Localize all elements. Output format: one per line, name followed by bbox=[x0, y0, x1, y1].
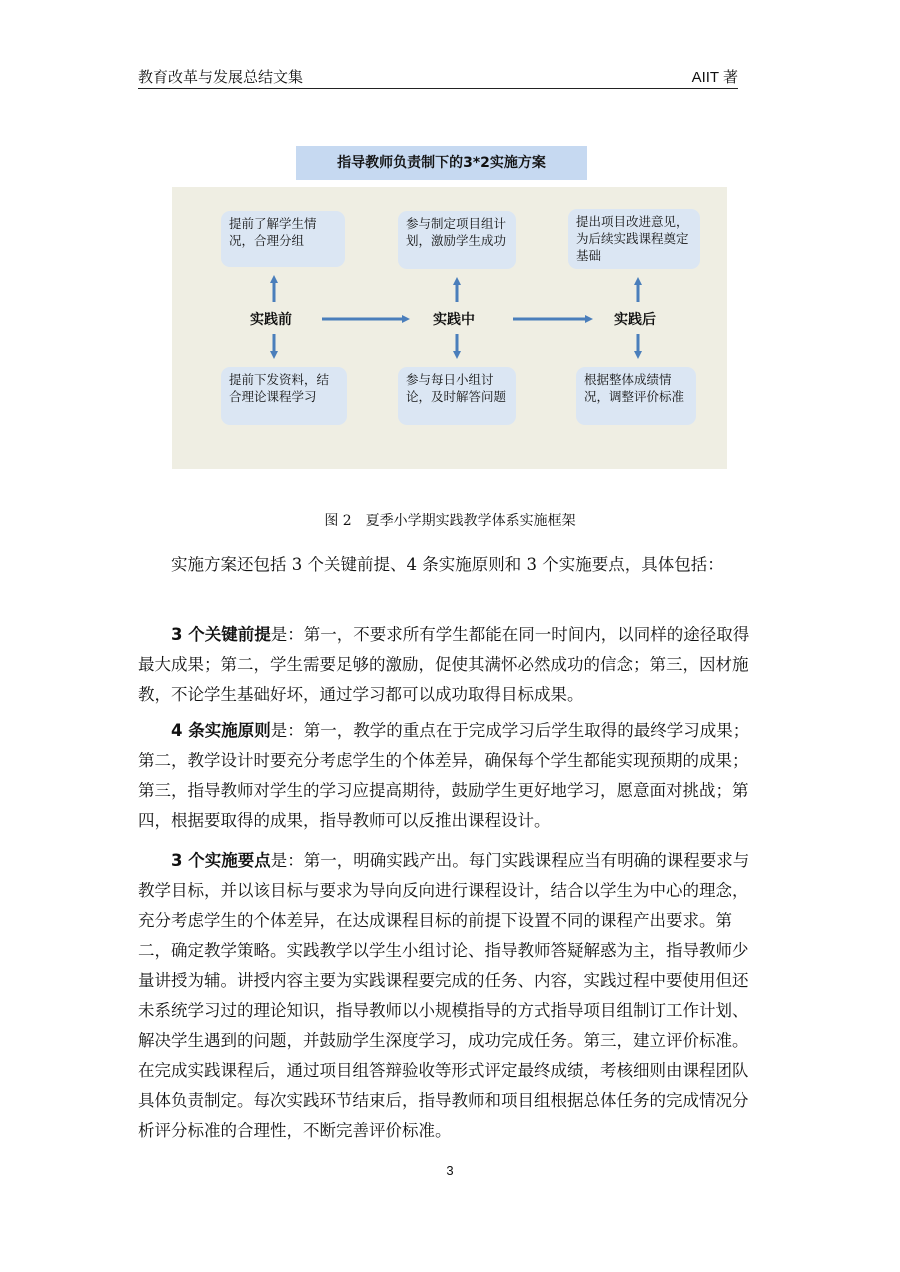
header-title: 教育改革与发展总结文集 bbox=[138, 68, 304, 86]
paragraph-premises bbox=[138, 620, 758, 710]
premises-text: 是：第一，不要求所有学生都能在同一时间内，以同样的途径取得最大成果；第二，学生需要足够的激励，促使其满怀必然成功的信念；第三，因材施教，不论学生基础好坏，通过学习都可以成功取得目标成果。 bbox=[138, 625, 750, 704]
paragraph-principles bbox=[138, 716, 758, 836]
top-box-during: 参与制定项目组计划，激励学生成功 bbox=[398, 211, 516, 269]
stage-during: 实践中 bbox=[433, 312, 475, 328]
figure-title: 指导教师负责制下的3*2实施方案 bbox=[296, 146, 587, 180]
top-box-before: 提前了解学生情况，合理分组 bbox=[221, 211, 345, 267]
stage-before: 实践前 bbox=[250, 312, 292, 328]
top-box-after: 提出项目改进意见，为后续实践课程奠定基础 bbox=[568, 209, 700, 269]
figure-caption: 图 2 夏季小学期实践教学体系实施框架 bbox=[324, 513, 576, 529]
page-number: 3 bbox=[446, 1163, 454, 1178]
principles-text: 是：第一，教学的重点在于完成学习后学生取得的最终学习成果；第二，教学设计时要充分考虑学生的个体差异，确保每个学生都能实现预期的成果；第三，指导教师对学生的学习应提高期待，鼓励学生更好地学习，愿意面对挑战；第四，根据要取得的成果，指导教师可以反推出课程设计。 bbox=[138, 721, 750, 830]
stage-after: 实践后 bbox=[614, 312, 656, 328]
bottom-box-before: 提前下发资料，结合理论课程学习 bbox=[221, 367, 347, 425]
bottom-box-during: 参与每日小组讨论，及时解答问题 bbox=[398, 367, 516, 425]
principles-label: 4 条实施原则 bbox=[171, 721, 271, 740]
key-points-label: 3 个实施要点 bbox=[171, 851, 271, 870]
key-points-text: 是：第一，明确实践产出。每门实践课程应当有明确的课程要求与教学目标，并以该目标与要求为导向反向进行课程设计，结合以学生为中心的理念，充分考虑学生的个体差异，在达成课程目标的前提下设置不同的课程产出要求。第二，确定教学策略。实践教学以学生小组讨论、指导教师答疑解惑为主，指导教师少量讲授为辅。讲授内容主要为实践课程要完成的任务、内容，实践过程中要使用但还未系统学习过的理论知识，指导教师以小规模指导的方式指导项目组制订工作计划、解决学生遇到的问题，并鼓励学生深度学习，成功完成任务。第三，建立评价标准。在完成实践课程后，通过项目组答辩验收等形式评定最终成绩，考核细则由课程团队具体负责制定。每次实践环节结束后，指导教师和项目组根据总体任务的完成情况分析评分标准的合理性，不断完善评价标准。 bbox=[138, 851, 750, 1140]
premises-label: 3 个关键前提 bbox=[171, 625, 271, 644]
bottom-box-after: 根据整体成绩情况，调整评价标准 bbox=[576, 367, 696, 425]
intro-paragraph: 实施方案还包括 3 个关键前提、4 条实施原则和 3 个实施要点，具体包括： bbox=[171, 555, 724, 574]
paragraph-key-points bbox=[138, 846, 758, 1146]
header-author: AIIT 著 bbox=[691, 69, 738, 86]
